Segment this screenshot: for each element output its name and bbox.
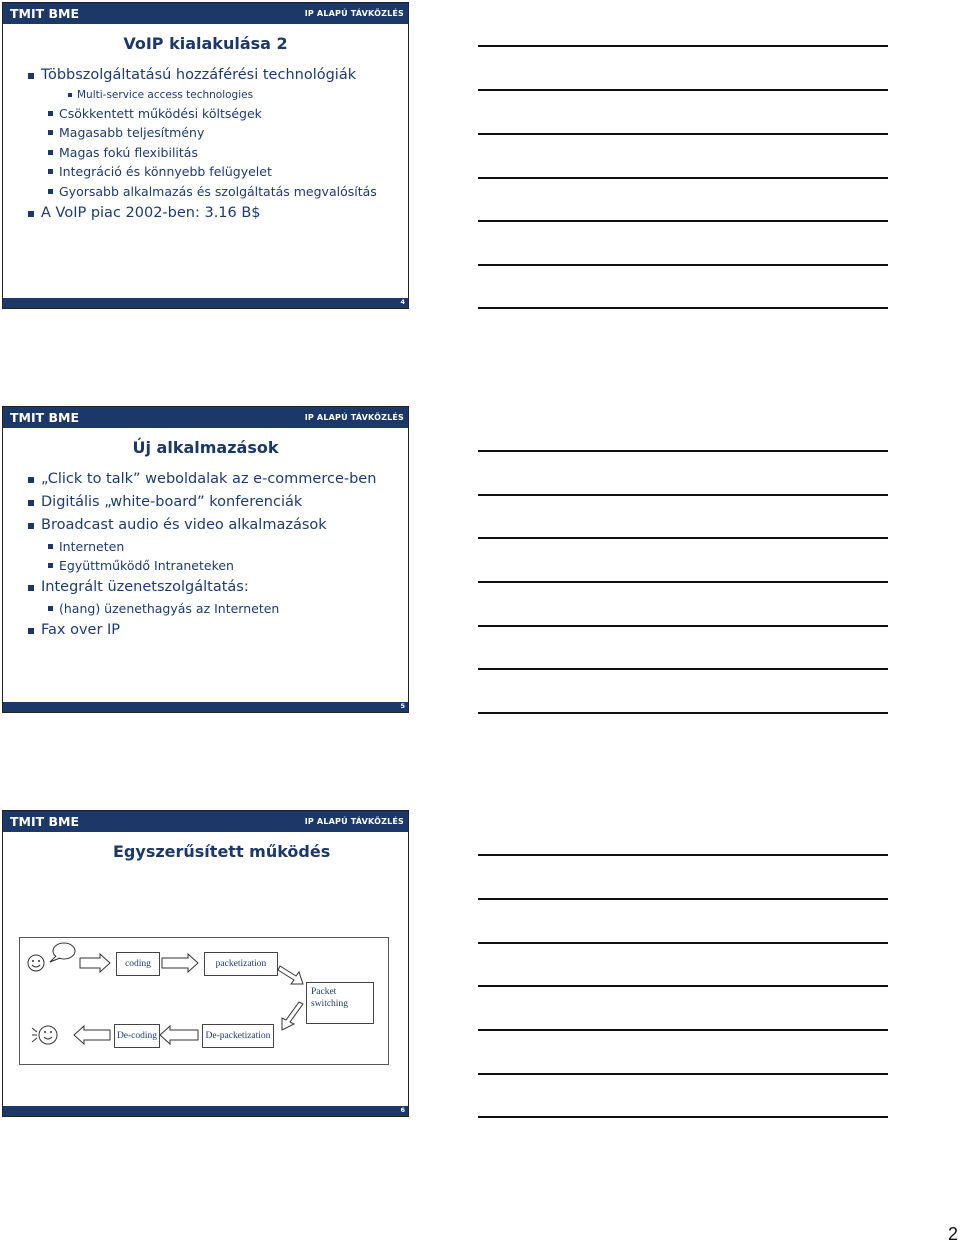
coding-box xyxy=(116,952,160,976)
note-line xyxy=(478,494,888,496)
note-line xyxy=(478,177,888,179)
smiley-listener-icon xyxy=(32,1026,57,1044)
note-line xyxy=(478,712,888,714)
bullet: Csökkentett működési költségek xyxy=(59,106,262,121)
slide-title: Egyszerűsített működés xyxy=(113,842,331,861)
note-line xyxy=(478,625,888,627)
decoding-box xyxy=(114,1024,160,1048)
bullet: Fax over IP xyxy=(41,622,121,638)
slide-number: 6 xyxy=(400,1106,405,1114)
header-right: IP ALAPÚ TÁVKÖZLÉS xyxy=(304,817,404,826)
note-line xyxy=(478,264,888,266)
bullet: Multi-service access technologies xyxy=(77,89,254,101)
note-line xyxy=(478,854,888,856)
voip-flow-diagram xyxy=(19,937,389,1065)
note-line xyxy=(478,942,888,944)
note-line xyxy=(478,1029,888,1031)
arrow-down-right-icon xyxy=(278,966,303,984)
slide-header xyxy=(3,407,408,428)
note-line xyxy=(478,537,888,539)
bullet: A VoIP piac 2002-ben: 3.16 B$ xyxy=(41,205,261,221)
packetization-label: packetization xyxy=(215,959,267,969)
note-line xyxy=(478,1116,888,1118)
bullet: (hang) üzenethagyás az Interneten xyxy=(59,601,280,616)
bullet: Integráció és könnyebb felügyelet xyxy=(59,164,272,179)
page-number: 2 xyxy=(947,1224,958,1244)
bullet: Együttműködő Intraneteken xyxy=(59,558,234,573)
header-left: TMIT BME xyxy=(10,6,80,21)
bullet: Magas fokú flexibilitás xyxy=(59,145,198,160)
slide-number: 4 xyxy=(400,298,405,306)
packetization-box xyxy=(204,952,278,976)
bullet: Broadcast audio és video alkalmazások xyxy=(41,517,327,533)
slide-header xyxy=(3,811,408,832)
smiley-speaker-icon xyxy=(28,955,44,971)
decoding-label: De-coding xyxy=(116,1031,158,1041)
slide-4 xyxy=(2,2,409,309)
slide-footer xyxy=(3,1106,408,1116)
bullet: Magasabb teljesítmény xyxy=(59,125,205,140)
note-line xyxy=(478,668,888,670)
depacketization-box xyxy=(202,1024,274,1048)
speech-bubble-icon xyxy=(50,943,75,962)
header-right: IP ALAPÚ TÁVKÖZLÉS xyxy=(304,9,404,18)
note-line xyxy=(478,220,888,222)
arrow-left-icon xyxy=(74,1026,110,1044)
slide-footer xyxy=(3,298,408,308)
bullet: Többszolgáltatású hozzáférési technológiák xyxy=(41,67,357,83)
bullet: „Click to talk” weboldalak az e-commerce-ben xyxy=(41,471,377,487)
packet-switching-label-2: switching xyxy=(311,999,348,1009)
bullet: Integrált üzenetszolgáltatás: xyxy=(41,579,249,595)
packet-switching-label-1: Packet xyxy=(311,987,337,997)
note-line xyxy=(478,307,888,309)
slide-5 xyxy=(2,406,409,713)
bullet: Digitális „white-board” konferenciák xyxy=(41,494,303,510)
slide-6 xyxy=(2,810,409,1117)
note-line xyxy=(478,45,888,47)
slide-title: VoIP kialakulása 2 xyxy=(123,34,288,53)
header-right: IP ALAPÚ TÁVKÖZLÉS xyxy=(304,413,404,422)
packet-switching-box xyxy=(306,982,374,1024)
header-left: TMIT BME xyxy=(10,814,80,829)
note-line xyxy=(478,1073,888,1075)
slide-number: 5 xyxy=(400,702,405,710)
note-line xyxy=(478,898,888,900)
depacketization-label: De-packetization xyxy=(205,1031,271,1041)
note-line xyxy=(478,89,888,91)
bullet: Gyorsabb alkalmazás és szolgáltatás megvalósítás xyxy=(59,184,377,199)
note-line xyxy=(478,581,888,583)
coding-label: coding xyxy=(125,959,151,969)
note-line xyxy=(478,985,888,987)
note-line xyxy=(478,450,888,452)
arrow-right-icon xyxy=(162,954,198,972)
note-line xyxy=(478,133,888,135)
slide-title: Új alkalmazások xyxy=(132,438,279,457)
slide-footer xyxy=(3,702,408,712)
slide-header xyxy=(3,3,408,24)
arrow-down-left-icon xyxy=(282,1002,303,1030)
bullet: Interneten xyxy=(59,539,125,554)
header-left: TMIT BME xyxy=(10,410,80,425)
arrow-right-icon xyxy=(80,954,110,972)
arrow-left-icon xyxy=(160,1026,198,1044)
